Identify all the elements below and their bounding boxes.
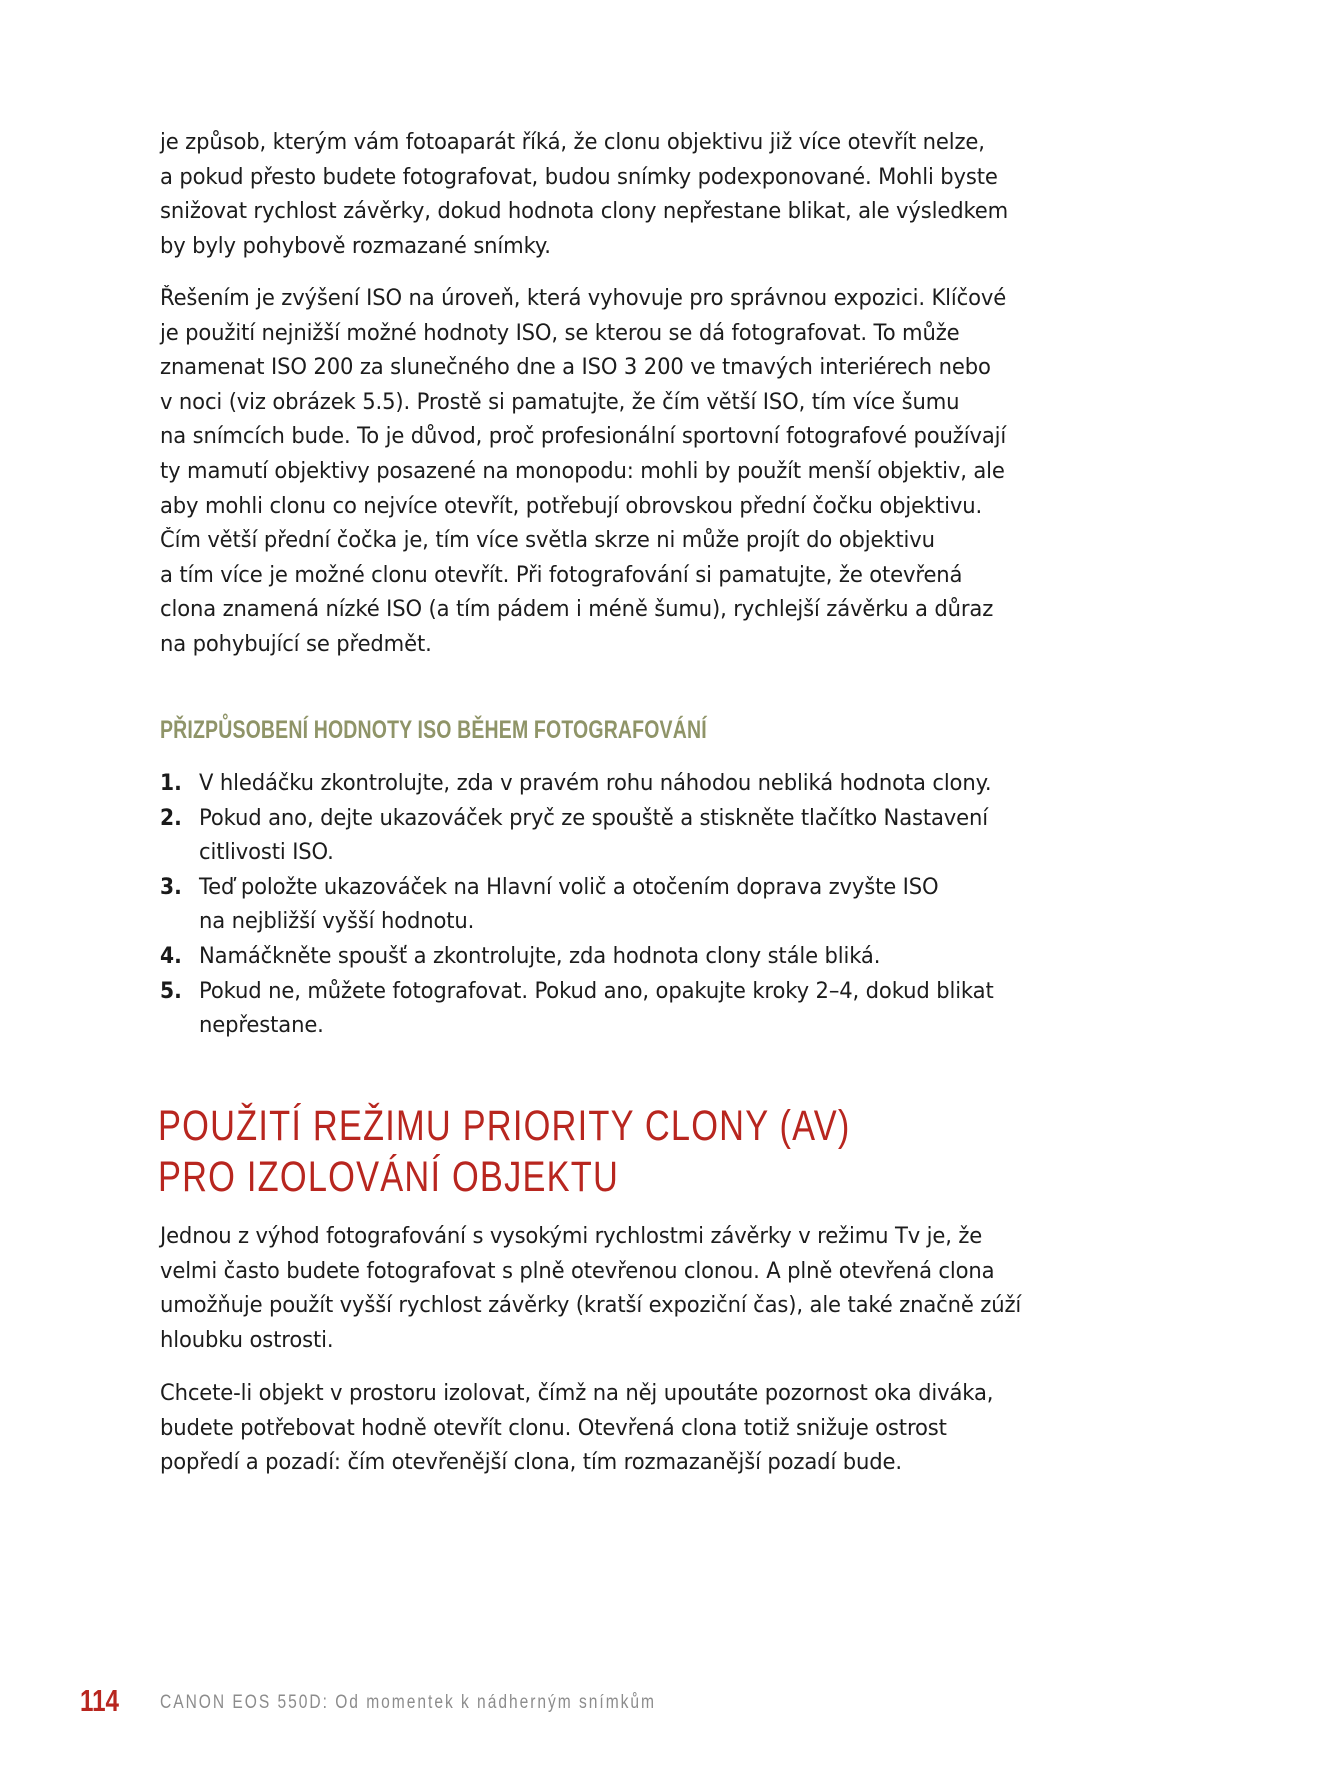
text-line: na snímcích bude. To je důvod, proč profesionální sportovní fotografové používají (160, 424, 1007, 450)
list-number: 5. (160, 978, 182, 1004)
text-line: aby mohli clonu co nejvíce otevřít, potřebují obrovskou přední čočku objektivu. (160, 493, 983, 519)
heading-line: POUŽITÍ REŽIMU PRIORITY CLONY (AV) (158, 1102, 851, 1150)
text-line: budete potřebovat hodně otevřít clonu. Otevřená clona totiž snižuje ostrost (160, 1415, 947, 1441)
text-line: v noci (viz obrázek 5.5). Prostě si pamatujte, že čím větší ISO, tím více šumu (160, 389, 960, 415)
subheading: PŘIZPŮSOBENÍ HODNOTY ISO BĚHEM FOTOGRAFOVÁNÍ (160, 716, 707, 744)
list-text: nepřestane. (199, 1013, 324, 1039)
text-line: a tím více je možné clonu otevřít. Při fotografování si pamatujte, že otevřená (160, 562, 963, 588)
text-line: umožňuje použít vyšší rychlost závěrky (kratší expoziční čas), ale také značně zúží (160, 1293, 1022, 1319)
text-line: velmi často budete fotografovat s plně otevřenou clonou. A plně otevřená clona (160, 1258, 995, 1284)
text-line: Chcete-li objekt v prostoru izolovat, čímž na něj upoutáte pozornost oka diváka, (160, 1381, 994, 1406)
text-line: je způsob, kterým vám fotoaparát říká, že clonu objektivu již více otevřít nelze, (160, 130, 985, 155)
list-text: Teď položte ukazováček na Hlavní volič a otočením doprava zvyšte ISO (199, 874, 939, 900)
list-number: 2. (160, 805, 182, 831)
text-line: hloubku ostrosti. (160, 1327, 334, 1353)
text-line: by byly pohybově rozmazané snímky. (160, 233, 551, 259)
running-footer-title: CANON EOS 550D: Od momentek k nádherným snímkům (160, 1692, 656, 1713)
list-number: 3. (160, 874, 182, 900)
list-text: Pokud ano, dejte ukazováček pryč ze spouště a stiskněte tlačítko Nastavení (199, 805, 988, 831)
list-text: Pokud ne, můžete fotografovat. Pokud ano, opakujte kroky 2–4, dokud blikat (199, 978, 994, 1004)
text-line: Jednou z výhod fotografování s vysokými rychlostmi závěrky v režimu Tv je, že (160, 1224, 983, 1249)
text-line: na pohybující se předmět. (160, 632, 432, 657)
list-number: 4. (160, 944, 182, 969)
heading-line: PRO IZOLOVÁNÍ OBJEKTU (158, 1153, 620, 1201)
text-line: clona znamená nízké ISO (a tím pádem i méně šumu), rychlejší závěrku a důraz (160, 597, 994, 623)
list-text: V hledáčku zkontrolujte, zda v pravém rohu náhodou nebliká hodnota clony. (199, 771, 992, 796)
text-line: popředí a pozadí: čím otevřenější clona, tím rozmazanější pozadí bude. (160, 1450, 902, 1476)
list-text: na nejbližší vyšší hodnotu. (199, 909, 475, 935)
list-number: 1. (160, 771, 182, 796)
text-line: znamenat ISO 200 za slunečného dne a ISO 3 200 ve tmavých interiérech nebo (160, 355, 991, 381)
text-line: snižovat rychlost závěrky, dokud hodnota clony nepřestane blikat, ale výsledkem (160, 199, 1009, 225)
text-line: a pokud přesto budete fotografovat, budou snímky podexponované. Mohli byste (160, 164, 998, 190)
page-number: 114 (80, 1683, 120, 1718)
list-text: citlivosti ISO. (199, 840, 334, 866)
text-line: ty mamutí objektivy posazené na monopodu: mohli by použít menší objektiv, ale (160, 459, 1005, 484)
text-line: je použití nejnižší možné hodnoty ISO, se kterou se dá fotografovat. To může (160, 320, 960, 346)
text-line: Čím větší přední čočka je, tím více světla skrze ni může projít do objektivu (160, 528, 935, 554)
list-text: Namáčkněte spoušť a zkontrolujte, zda hodnota clony stále bliká. (199, 944, 881, 969)
text-line: Řešením je zvýšení ISO na úroveň, která vyhovuje pro správnou expozici. Klíčové (160, 286, 1007, 311)
